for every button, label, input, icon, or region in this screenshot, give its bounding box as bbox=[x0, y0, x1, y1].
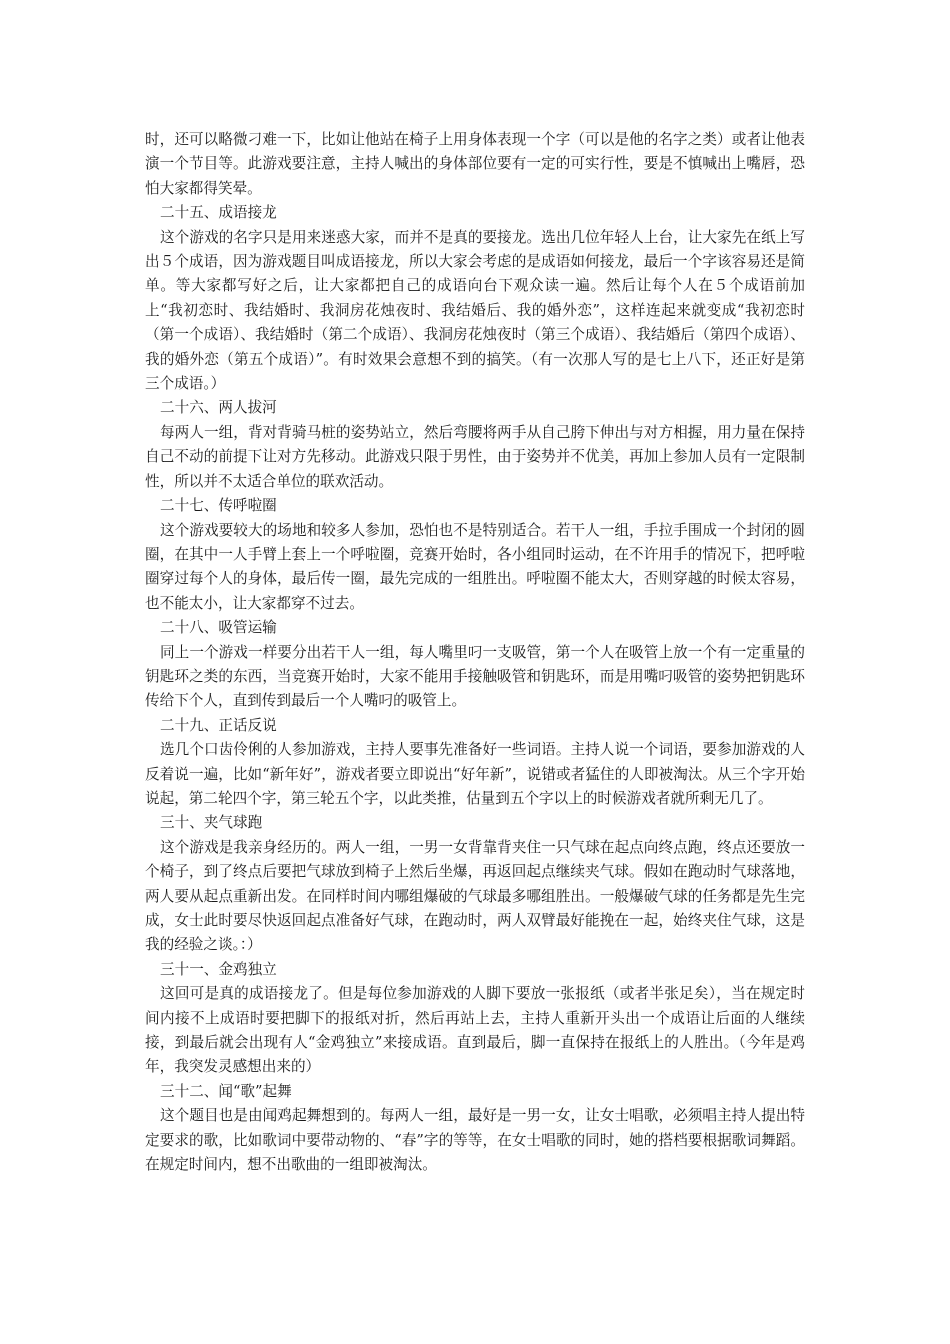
paragraph-intro-continued: 时，还可以略微刁难一下，比如让他站在椅子上用身体表现一个字（可以是他的名字之类）或者让他表演一个节目等。此游戏要注意，主持人喊出的身体部位要有一定的可实行性，要是不慎喊出上嘴唇，恐怕大家都得笑晕。 bbox=[145, 131, 805, 197]
paragraph-30: 这个游戏是我亲身经历的。两人一组，一男一女背靠背夹住一只气球在起点向终点跑，终点还要放一个椅子，到了终点后要把气球放到椅子上然后坐爆，再返回起点继续夹气球。假如在跑动时气球落地，两人要从起点重新出发。在同样时间内哪组爆破的气球最多哪组胜出。一般爆破气球的任务都是先生完成，女士此时要尽快返回起点准备好气球，在跑动时，两人双臂最好能挽在一起，始终夹住气球，这是我的经验之谈。：） bbox=[145, 838, 805, 954]
paragraph-27: 这个游戏要较大的场地和较多人参加，恐怕也不是特别适合。若干人一组，手拉手围成一个封闭的圆圈，在其中一人手臂上套上一个呼啦圈，竞赛开始时，各小组同时运动，在不许用手的情况下，把呼啦圈穿过每个人的身体，最后传一圈，最先完成的一组胜出。呼啦圈不能太大，否则穿越的时候太容易，也不能太小，让大家都穿不过去。 bbox=[145, 521, 805, 612]
section-heading-28: 二十八、吸管运输 bbox=[160, 619, 277, 637]
paragraph-25: 这个游戏的名字只是用来迷惑大家，而并不是真的要接龙。选出几位年轻人上台，让大家先在纸上写出５个成语，因为游戏题目叫成语接龙，所以大家会考虑的是成语如何接龙，最后一个字该容易还是简单。等大家都写好之后，让大家都把自己的成语向台下观众读一遍。然后让每个人在５个成语前加上“我初恋时、我结婚时、我洞房花烛夜时、我结婚后、我的婚外恋”，这样连起来就变成“我初恋时（第一个成语）、我结婚时（第二个成语）、我洞房花烛夜时（第三个成语）、我结婚后（第四个成语）、我的婚外恋（第五个成语）”。有时效果会意想不到的搞笑。（有一次那人写的是七上八下，还正好是第三个成语。） bbox=[145, 228, 805, 393]
paragraph-32: 这个题目也是由闻鸡起舞想到的。每两人一组，最好是一男一女，让女士唱歌，必须唱主持人提出特定要求的歌，比如歌词中要带动物的、“春”字的等等，在女士唱歌的同时，她的搭档要根据歌词舞蹈。在规定时间内，想不出歌曲的一组即被淘汰。 bbox=[145, 1107, 805, 1174]
paragraph-26: 每两人一组，背对背骑马桩的姿势站立，然后弯腰将两手从自己胯下伸出与对方相握，用力量在保持自己不动的前提下让对方先移动。此游戏只限于男性，由于姿势并不优美，再加上参加人员有一定限制性，所以并不太适合单位的联欢活动。 bbox=[145, 423, 805, 490]
section-heading-32: 三十二、闻“歌”起舞 bbox=[160, 1082, 292, 1100]
section-heading-26: 二十六、两人拔河 bbox=[160, 399, 277, 417]
section-heading-29: 二十九、正话反说 bbox=[160, 716, 277, 734]
document-body bbox=[145, 128, 805, 1177]
section-heading-31: 三十一、金鸡独立 bbox=[160, 960, 277, 978]
section-heading-25: 二十五、成语接龙 bbox=[160, 204, 277, 222]
paragraph-29: 选几个口齿伶俐的人参加游戏，主持人要事先准备好一些词语。主持人说一个词语，要参加游戏的人反着说一遍，比如“新年好”，游戏者要立即说出“好年新”，说错或者猛住的人即被淘汰。从三个字开始说起，第二轮四个字，第三轮五个字，以此类推，估量到五个字以上的时候游戏者就所剩无几了。 bbox=[145, 741, 805, 807]
section-heading-27: 二十七、传呼啦圈 bbox=[160, 497, 277, 515]
paragraph-31: 这回可是真的成语接龙了。但是每位参加游戏的人脚下要放一张报纸（或者半张足矣），当在规定时间内接不上成语时要把脚下的报纸对折，然后再站上去，主持人重新开头出一个成语让后面的人继续接，到最后就会出现有人“金鸡独立”来接成语。直到最后，脚一直保持在报纸上的人胜出。（今年是鸡年，我突发灵感想出来的） bbox=[145, 985, 805, 1076]
paragraph-28: 同上一个游戏一样要分出若干人一组，每人嘴里叼一支吸管，第一个人在吸管上放一个有一定重量的钥匙环之类的东西，当竞赛开始时，大家不能用手接触吸管和钥匙环，而是用嘴叼吸管的姿势把钥匙环传给下个人，直到传到最后一个人嘴叼的吸管上。 bbox=[145, 643, 805, 710]
section-heading-30: 三十、夹气球跑 bbox=[160, 814, 263, 832]
